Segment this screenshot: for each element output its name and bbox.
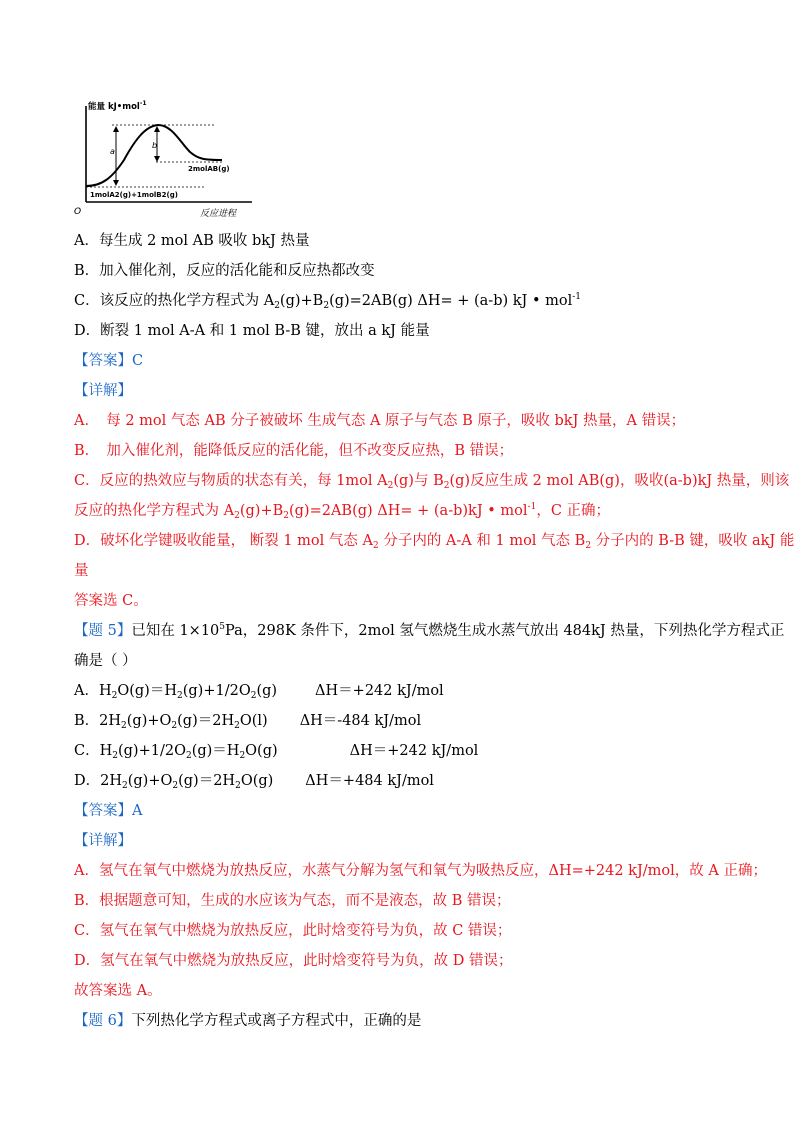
q4-detail-c-line1: C．反应的热效应与物质的状态有关，每 1mol $A_2(g)$与 $B_2(g)$反应生成 2 mol AB(g)，吸收(a-b)kJ 热量，则该 bbox=[74, 473, 790, 491]
q4-detail-tag: 【详解】 bbox=[74, 383, 132, 399]
energy-curve bbox=[86, 125, 222, 186]
q4-option-a: A．每生成 2 mol AB 吸收 bkJ 热量 bbox=[74, 233, 310, 249]
q5-detail-tag: 【详解】 bbox=[74, 833, 132, 849]
q4-answer bbox=[74, 351, 143, 371]
y-axis-label: 能量 kJ•mol$^{-1}$ bbox=[88, 100, 147, 112]
q4-detail-d-line1: D．破坏化学键吸收能量， 断裂 1 mol 气态 $A_2$ 分子内的 A-A 和 1 mol 气态 $B_2$ 分子内的 B-B 键，吸收 akJ 能 bbox=[74, 533, 795, 551]
q4-detail-b: B． 加入催化剂，能降低反应的活化能，但不改变反应热，B 错误； bbox=[74, 443, 514, 459]
q5-option-d: D．$2H_2(g)+O_2(g)=2H_2O(g)$ ΔH＝+484 kJ/mol bbox=[74, 773, 434, 791]
product-label: 2molAB(g) bbox=[188, 165, 230, 173]
reactant-label: 1molA2(g)+1molB2(g) bbox=[90, 191, 178, 199]
answer-tag: 【答案】 bbox=[74, 353, 132, 369]
q5-option-c: C．$H_2(g)+1/2O_2(g)=H_2O(g)$ ΔH＝+242 kJ/mol bbox=[74, 743, 479, 761]
q5-detail-b: B．根据题意可知，生成的水应该为气态，而不是液态，故 B 错误； bbox=[74, 893, 511, 909]
question-tag: 【题 6】 bbox=[74, 1013, 132, 1029]
q4-option-b: B．加入催化剂，反应的活化能和反应热都改变 bbox=[74, 263, 375, 279]
q5-option-a: A．$H_2O(g)=H_2(g)+1/2O_2(g)$ ΔH＝+242 kJ/mol bbox=[74, 683, 444, 701]
arrow-b-head-down bbox=[154, 156, 160, 162]
origin-label: O bbox=[74, 207, 82, 217]
q5-detail-d: D．氢气在氧气中燃烧为放热反应，此时焓变符号为负，故 D 错误； bbox=[74, 953, 513, 969]
q5-detail-a: A．氢气在氧气中燃烧为放热反应，水蒸气分解为氢气和氧气为吸热反应，ΔH=+242 kJ/mol，故 A 正确； bbox=[74, 863, 767, 879]
energy-diagram bbox=[72, 98, 272, 220]
x-axis-label: 反应进程 bbox=[200, 209, 237, 219]
question-tag: 【题 5】 bbox=[74, 623, 132, 639]
q4-detail-d-line2: 量 bbox=[74, 563, 89, 579]
q5-option-b: B．$2H_2(g)+O_2(g)=2H_2O(l)$ ΔH＝-484 kJ/mol bbox=[74, 713, 422, 731]
q5-stem-line2: 确是（ ） bbox=[74, 653, 137, 669]
q4-detail-c-line2: 反应的热化学方程式为 $A_2(g)+B_2(g)=2AB(g) \Delta H= + (a-b)kJ$ • mol$^{-1}$，C 正确； bbox=[74, 502, 611, 521]
q4-detail-a: A． 每 2 mol 气态 AB 分子被破坏 生成气态 A 原子与气态 B 原子，吸收 bkJ 热量，A 错误； bbox=[74, 413, 686, 429]
arrow-a-head-up bbox=[113, 126, 119, 132]
mark-b: b bbox=[152, 141, 158, 150]
q5-conclusion: 故答案选 A。 bbox=[74, 983, 162, 999]
mark-a: a bbox=[110, 147, 115, 156]
answer-value: C bbox=[132, 353, 144, 369]
q4-option-c: C．该反应的热化学方程式为 $A_2(g)+B_2(g)=2AB(g) \Delta H= + (a-b)$ kJ • mol$^{-1}$ bbox=[74, 292, 582, 311]
arrow-a-head-down bbox=[113, 180, 119, 186]
answer-value: A bbox=[132, 803, 143, 819]
q5-answer bbox=[74, 801, 142, 821]
answer-tag: 【答案】 bbox=[74, 803, 132, 819]
q5-stem-line1: 【题 5】已知在 $1\times 10^5Pa$，298K 条件下，2mol 氢气燃烧生成水蒸气放出 484kJ 热量，下列热化学方程式正 bbox=[74, 622, 785, 639]
q4-option-d: D．断裂 1 mol A-A 和 1 mol B-B 键，放出 a kJ 能量 bbox=[74, 323, 430, 339]
q6-stem: 【题 6】下列热化学方程式或离子方程式中，正确的是 bbox=[74, 1013, 422, 1029]
q4-conclusion: 答案选 C。 bbox=[74, 593, 148, 609]
q5-detail-c: C．氢气在氧气中燃烧为放热反应，此时焓变符号为负，故 C 错误； bbox=[74, 923, 512, 939]
arrow-b-head-up bbox=[154, 126, 160, 132]
